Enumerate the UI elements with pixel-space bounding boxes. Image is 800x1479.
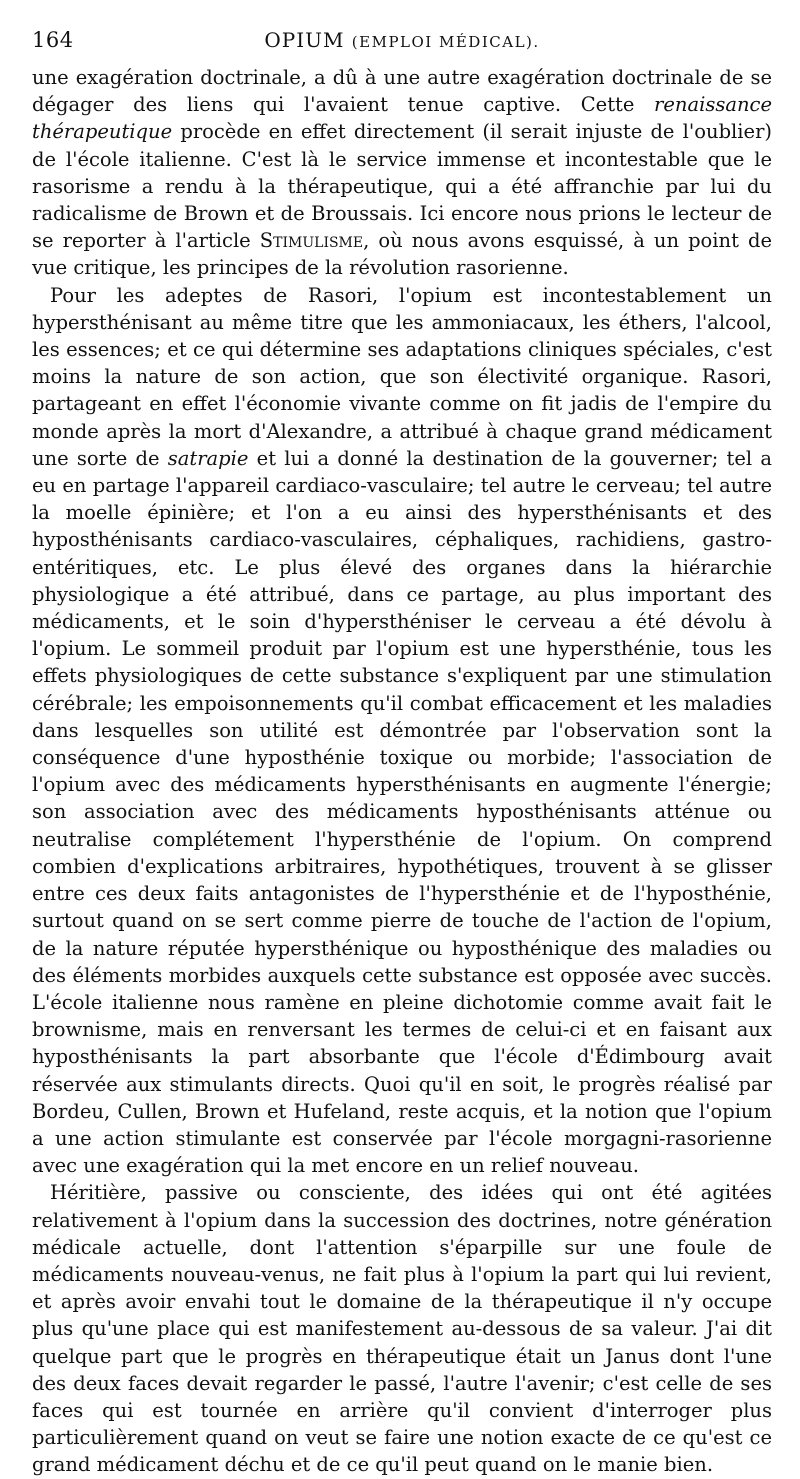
article-reference: Stimulisme xyxy=(259,229,364,253)
running-title-main: OPIUM xyxy=(264,28,345,52)
running-title-sub: (EMPLOI MÉDICAL). xyxy=(351,33,540,51)
paragraph-text: procède en effet directement (il serait injuste de l'oublier) de l'école italienne. C'est là le service immense et incontestable que le rasorisme a rendu à la thérapeutique, qui a été affranchie par lui du radicalisme de Brown et de Broussais. Ici encore nous prions le lecteur de se reporter à l'article xyxy=(32,120,772,253)
running-title xyxy=(32,28,772,52)
paragraph-text: Héritière, passive ou consciente, des idées qui ont été agitées relativement à l'opium dans la succession des doctrines, notre génération médicale actuelle, dont l'attention s'éparpille sur une foule de médicaments nouveau-venus, ne fait plus à l'opium la part qui lui revient, et après avoir envahi tout le domaine de la thérapeutique il n'y occupe plus qu'une place qui est manifestement au-dessous de sa valeur. J'ai dit quelque part que le progrès en thérapeutique était un Janus dont l'une des deux faces devait regarder le passé, l'autre l'avenir; c'est celle de ses faces qui est tournée en arrière qu'il convient d'interroger plus particulièrement quand on veut se faire une notion exacte de ce qu'est ce grand médicament déchu et de ce qu'il peut quand on le manie bien. xyxy=(32,1181,772,1477)
body-text xyxy=(32,64,772,1479)
page-number: 164 xyxy=(32,28,74,52)
paragraph-text: , où nous avons esquissé, à un point de vue critique, les principes de la révolution rasorienne. xyxy=(32,229,772,280)
paragraph-text: et lui a donné la destination de la gouverner; tel a eu en partage l'appareil cardiaco-vasculaire; tel autre le cerveau; tel autre la moelle épinière; et l'on a eu ainsi des hypersthénisants et des hyposthénisants cardiaco-vasculaires, céphaliques, rachidiens, gastro-entéritiques, etc. Le plus élevé des organes dans la hiérarchie physiologique a été attribué, dans ce partage, au plus important des médicaments, et le soin d'hypersthéniser le cerveau a été dévolu à l'opium. Le sommeil produit par l'opium est une hypersthénie, tous les effets physiologiques de cette substance s'expliquent par une stimulation cérébrale; les empoisonnements qu'il combat efficacement et les maladies dans lesquelles son utilité est démontrée par l'observation sont la conséquence d'une hyposthénie toxique ou morbide; l'association de l'opium avec des médicaments hypersthénisants en augmente l'énergie; son association avec des médicaments hyposthénisants atténue ou neutralise complétement l'hypersthénie de l'opium. On comprend combien d'explications arbitraires, hypothétiques, trouvent à se glisser entre ces deux faits antagonistes de l'hypersthénie et de l'hyposthénie, surtout quand on se sert comme pierre de touche de l'action de l'opium, de la nature réputée hypersthénique ou hyposthénique des maladies ou des éléments morbides auxquels cette substance est opposée avec succès. L'école italienne nous ramène en pleine dichotomie comme avait fait le brownisme, mais en renversant les termes de celui-ci et en faisant aux hyposthénisants la part absorbante que l'école d'Édimbourg avait réservée aux stimulants directs. Quoi qu'il en soit, le progrès réalisé par Bordeu, Cullen, Brown et Hufeland, reste acquis, et la notion que l'opium a une action stimulante est conservée par l'école morgagni-rasorienne avec une exagération qui la met encore en un relief nouveau. xyxy=(32,446,772,1178)
paragraph xyxy=(32,1179,772,1478)
paragraph xyxy=(32,282,772,1180)
paragraph-text: Pour les adeptes de Rasori, l'opium est incontestablement un hypersthénisant au même titre que les ammoniacaux, les éthers, l'alcool, les essences; et ce qui détermine ses adaptations cliniques spéciales, c'est moins la nature de son action, que son électivité organique. Rasori, partageant en effet l'économie vivante comme on fit jadis de l'empire du monde après la mort d'Alexandre, a attribué à chaque grand médicament une sorte de xyxy=(32,283,772,470)
paragraph-text: une exagération doctrinale, a dû à une autre exagération doctrinale de se dégager des liens qui l'avaient tenue captive. Cette xyxy=(32,66,772,117)
running-header xyxy=(32,22,772,56)
paragraph xyxy=(32,64,772,282)
italic-phrase: renaissance thérapeutique xyxy=(32,93,772,144)
book-page xyxy=(32,22,772,1479)
italic-word: satrapie xyxy=(167,446,249,470)
